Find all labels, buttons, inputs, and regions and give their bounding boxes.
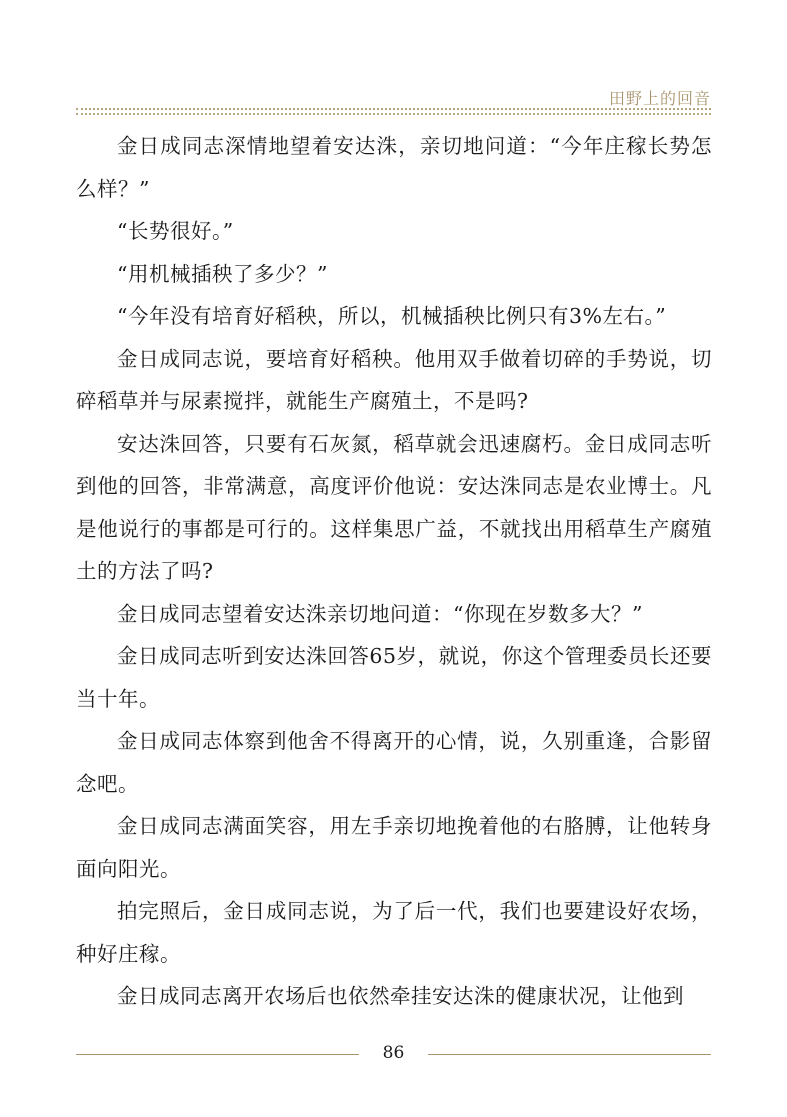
paragraph: “用机械插秧了多少？” (117, 261, 328, 286)
paragraph: 金日成同志体察到他舍不得离开的心情，说，久别重逢，合影留念吧。 (76, 729, 712, 796)
paragraph: 拍完照后，金日成同志说，为了后一代，我们也要建设好农场，种好庄稼。 (76, 899, 712, 966)
page-footer (76, 1040, 711, 1070)
page-number: 86 (382, 1043, 405, 1063)
body-text (76, 125, 712, 1018)
header-dotted-rule-second (76, 113, 711, 115)
header-dotted-rule (76, 108, 711, 110)
paragraph: “今年没有培育好稻秧，所以，机械插秧比例只有3%左右。” (117, 304, 667, 328)
footer-rule-right (428, 1054, 711, 1055)
paragraph: 安达洙回答，只要有石灰氮，稻草就会迅速腐朽。金日成同志听到他的回答，非常满意，高度评价他说：安达洙同志是农业博士。凡是他说行的事都是可行的。这样集思广益，不就找出用稻草生产腐殖土的方法了吗? (76, 431, 712, 583)
paragraph: 金日成同志满面笑容，用左手亲切地挽着他的右胳膊，让他转身面向阳光。 (76, 814, 712, 881)
paragraph: 金日成同志说，要培育好稻秧。他用双手做着切碎的手势说，切碎稻草并与尿素搅拌，就能生产腐殖土，不是吗? (76, 346, 712, 413)
paragraph: 金日成同志望着安达洙亲切地问道：“你现在岁数多大？” (117, 601, 643, 626)
page-header (76, 78, 711, 118)
running-title: 田野上的回音 (608, 89, 711, 108)
paragraph: 金日成同志深情地望着安达洙，亲切地问道：“今年庄稼长势怎么样？” (76, 134, 712, 201)
paragraph: “长势很好。” (117, 219, 234, 243)
paragraph: 金日成同志离开农场后也依然牵挂安达洙的健康状况，让他到 (117, 984, 684, 1008)
paragraph: 金日成同志听到安达洙回答65岁，就说，你这个管理委员长还要当十年。 (76, 644, 712, 711)
